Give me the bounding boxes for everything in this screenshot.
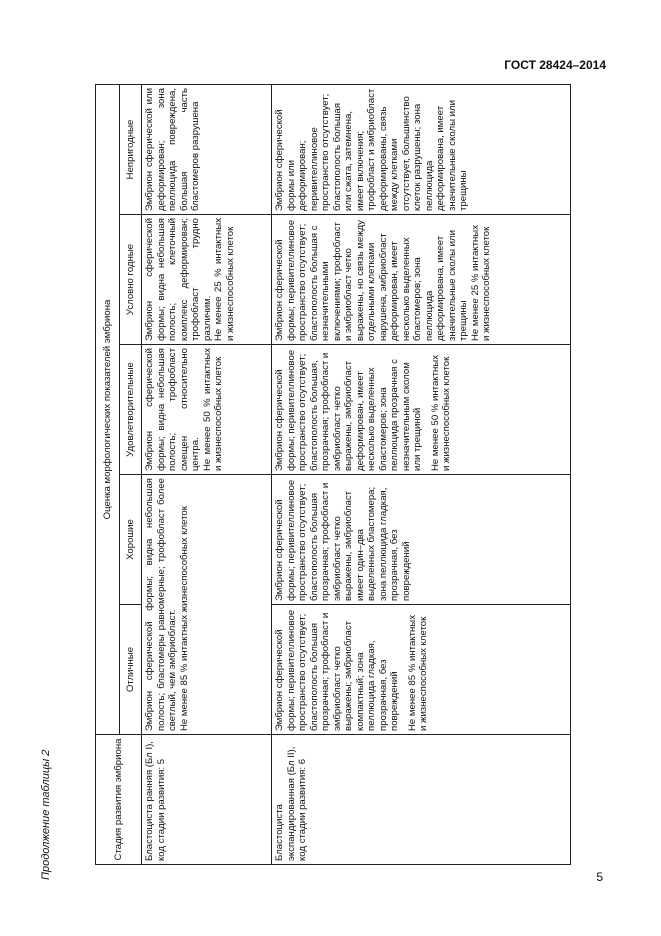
cell-note: Не менее 85 % интактных жизнеспособных клеток (178, 506, 190, 731)
col-header-conditional: Условно годные (120, 215, 142, 345)
excellent-cell (272, 605, 571, 735)
col-header-good: Хорошие (120, 475, 142, 605)
stage-cell: Бластоциста ранняя (Бл I), код стадии развития: 5 (142, 735, 272, 865)
col-header-unfit: Непригодные (120, 84, 142, 214)
col-header-excellent: Отличные (120, 605, 142, 735)
conditional-cell (142, 215, 272, 345)
good-cell: Эмбрион сферической формы; перивителлиновое пространство отсутствует; бластополость большая прозрачная; трофобласт и эмбриобласт четко выражены, эмбриобласт имеет один–два выделенных бластомера; зона пеллюцида гладкая, прозрачная, без повреждений (272, 475, 571, 605)
table-row (272, 84, 571, 864)
cell-note: Не менее 50 % интактных и жизнеспособных клеток (201, 348, 224, 471)
satisfactory-cell (142, 345, 272, 475)
cell-text: Эмбрион сферической формы; видна небольшая полость; трофобласт смещен относительно центра. (144, 348, 201, 471)
unfit-cell: Эмбрион сферической формы или деформирован; перивителлиновое пространство отсутствует; бластополость большая или сжата, затемнена, имеет включения; трофобласт и эмбриобласт деформированы, связь между клетками отсутствует, большинство клеток разрушены; зона пеллюцида деформирована, имеет значительные сколы или трещины (272, 84, 571, 214)
cell-note: Не менее 25 % интактных и жизнеспособных клеток (213, 218, 236, 341)
rotated-table-wrapper (95, 85, 571, 865)
stage-cell: Бластоциста экспандированная (Бл II), код стадии развития: 6 (272, 735, 571, 865)
page-number: 5 (596, 870, 603, 884)
cell-text: Эмбрион сферической формы; перивителлиновое пространство отсутствует; бластополость большая с незначительными включениями; трофобласт и эмбриобласт четко выражены, но связь между отдельными клетками нарушена, эмбриобласт деформирован, имеет несколько выделенных бластомеров; зона пеллюцида деформирована, имеет значительные сколы или трещины (274, 219, 469, 341)
table-caption: Продолжение таблицы 2 (40, 749, 52, 880)
conditional-cell (272, 215, 571, 345)
table-row (142, 84, 272, 864)
cell-note: Не менее 85 % интактных и жизнеспособных клеток (406, 615, 429, 731)
morphology-table (95, 84, 571, 865)
standard-number: ГОСТ 28424–2014 (504, 58, 606, 72)
cell-note: Не менее 50 % интактных и жизнеспособных клеток (429, 355, 452, 471)
cell-text: Эмбрион сферической формы; видна небольшая полость; клеточный комплекс деформирован; трофобласт трудно различим. (144, 218, 213, 341)
col-header-stage: Стадия развития эмбриона (96, 735, 142, 865)
cell-text: Эмбрион сферической формы; перивителлиновое пространство отсутствует; бластополость большая прозрачная; трофобласт и эмбриобласт четко выражены; эмбриобласт компактный; зона пеллюцида гладкая, прозрачная, без повреждений (274, 609, 400, 731)
col-header-satisfactory: Удовлетворительные (120, 345, 142, 475)
cell-note: Не менее 25 % интактных и жизнеспособных клеток (469, 225, 492, 341)
unfit-cell: Эмбрион сферической или деформирован; зона пеллюцида повреждена, большая часть бластомеров разрушена (142, 84, 272, 214)
satisfactory-cell (272, 345, 571, 475)
cell-text: Эмбрион сферической формы; перивителлиновое пространство отсутствует; бластополость большая, прозрачная; трофобласт и эмбриобласт четко выражены, эмбриобласт деформирован, имеет несколько выделенных бластомеров; зона пеллюцида прозрачная с незначительным сколом или трещиной (274, 349, 423, 471)
cell-text: Эмбрион сферической формы; видна небольшая полость; бластомеры равномерные; трофобласт более светлый, чем эмбриобласт. (144, 478, 178, 731)
excellent-good-cell (142, 475, 272, 735)
group-header: Оценка морфологических показателей эмбриона (96, 84, 120, 734)
